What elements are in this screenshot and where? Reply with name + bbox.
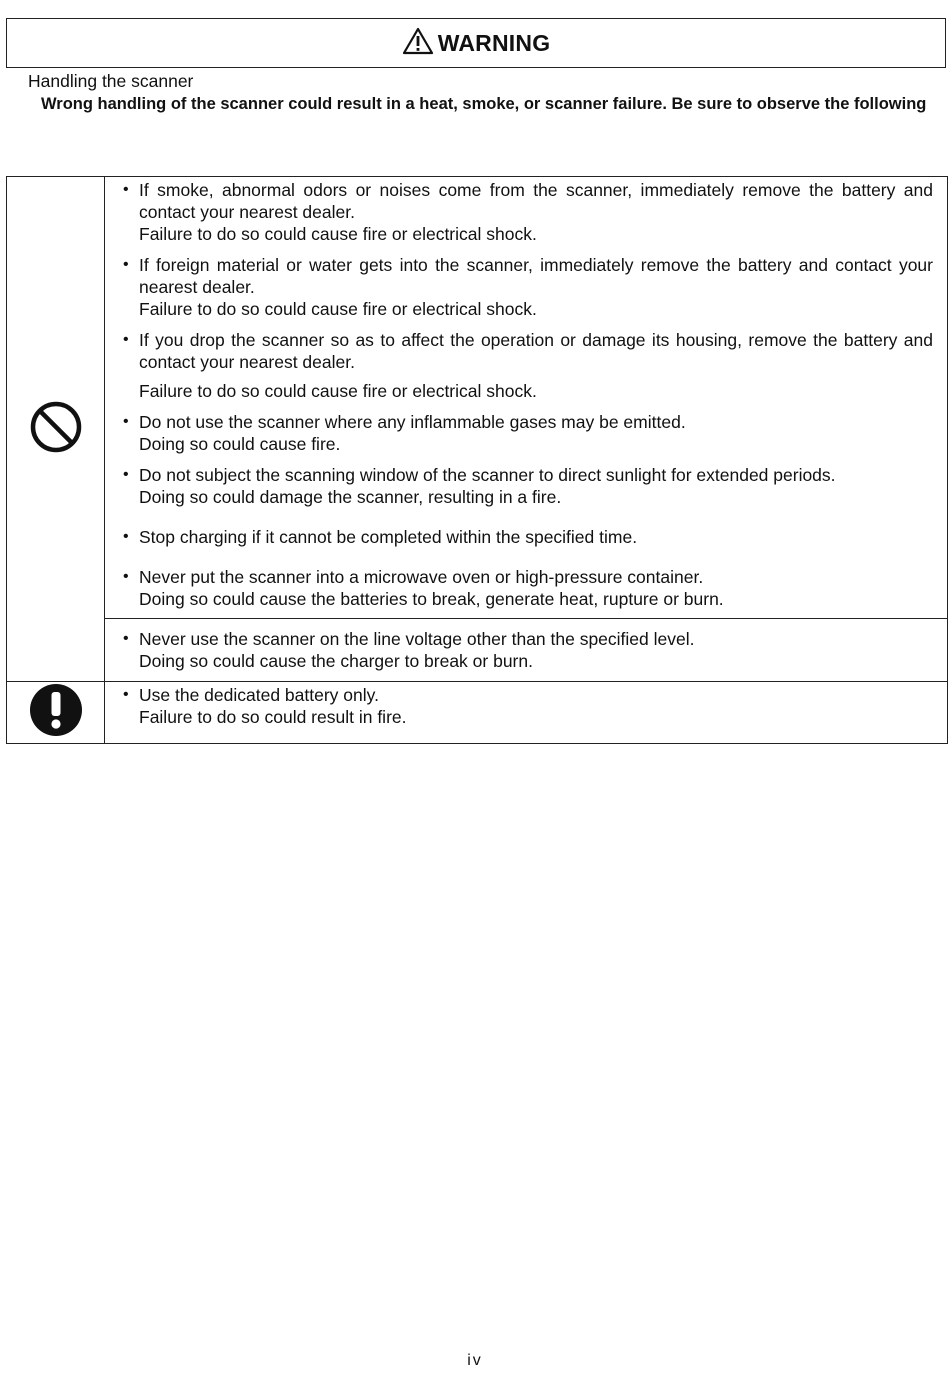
item-note: Doing so could damage the scanner, resulting in a fire.	[139, 487, 562, 507]
prohibited-icon	[29, 441, 83, 458]
mandatory-icon-cell	[7, 682, 105, 744]
mandatory-items	[105, 684, 947, 728]
item-main: • Use the dedicated battery only.	[139, 685, 379, 705]
mandatory-action-icon	[28, 725, 84, 742]
list-item	[105, 254, 947, 320]
prohibited-items-cell	[105, 177, 948, 619]
intro-text: Wrong handling of the scanner could result in a heat, smoke, or scanner failure. Be sure to observe the following	[41, 95, 927, 113]
list-item	[105, 628, 947, 672]
list-item	[105, 411, 947, 455]
item-note: Failure to do so could cause fire or electrical shock.	[139, 224, 537, 244]
item-main: • Do not subject the scanning window of the scanner to direct sunlight for extended periods.	[139, 465, 836, 485]
mandatory-item-cell	[105, 682, 948, 744]
list-item	[105, 464, 947, 508]
item-main: • Never use the scanner on the line voltage other than the specified level.	[139, 629, 695, 649]
item-main: • Never put the scanner into a microwave oven or high-pressure container.	[139, 567, 704, 587]
item-main: • If you drop the scanner so as to affect the operation or damage its housing, remove the battery and contact your nearest dealer.	[139, 330, 933, 372]
voltage-item-cell	[105, 619, 948, 682]
item-main: • If foreign material or water gets into the scanner, immediately remove the battery and contact your nearest dealer.	[139, 255, 933, 297]
list-item	[105, 566, 947, 610]
list-item	[105, 526, 947, 548]
item-main: • Do not use the scanner where any inflammable gases may be emitted.	[139, 412, 686, 432]
prohibited-items	[105, 179, 947, 610]
item-note: Failure to do so could cause fire or electrical shock.	[139, 299, 537, 319]
page-number: iv	[467, 1352, 483, 1369]
item-note: Doing so could cause fire.	[139, 434, 341, 454]
item-main: • Stop charging if it cannot be completed within the specified time.	[139, 527, 638, 547]
warning-header	[6, 18, 946, 68]
list-item	[105, 329, 947, 402]
list-item	[105, 179, 947, 245]
warning-table	[6, 176, 948, 744]
list-item	[105, 684, 947, 728]
item-note: Failure to do so could cause fire or electrical shock.	[139, 381, 537, 401]
section-title: Handling the scanner	[28, 71, 194, 91]
prohibited-icon-cell	[7, 177, 105, 682]
item-note: Doing so could cause the batteries to break, generate heat, rupture or burn.	[139, 589, 724, 609]
item-note: Failure to do so could result in fire.	[139, 707, 407, 727]
voltage-items	[105, 628, 947, 672]
warning-triangle-icon	[402, 27, 434, 60]
warning-title: WARNING	[437, 29, 551, 56]
item-main: • If smoke, abnormal odors or noises come from the scanner, immediately remove the battery and contact your nearest dealer.	[139, 180, 933, 222]
item-note: Doing so could cause the charger to break or burn.	[139, 651, 533, 671]
